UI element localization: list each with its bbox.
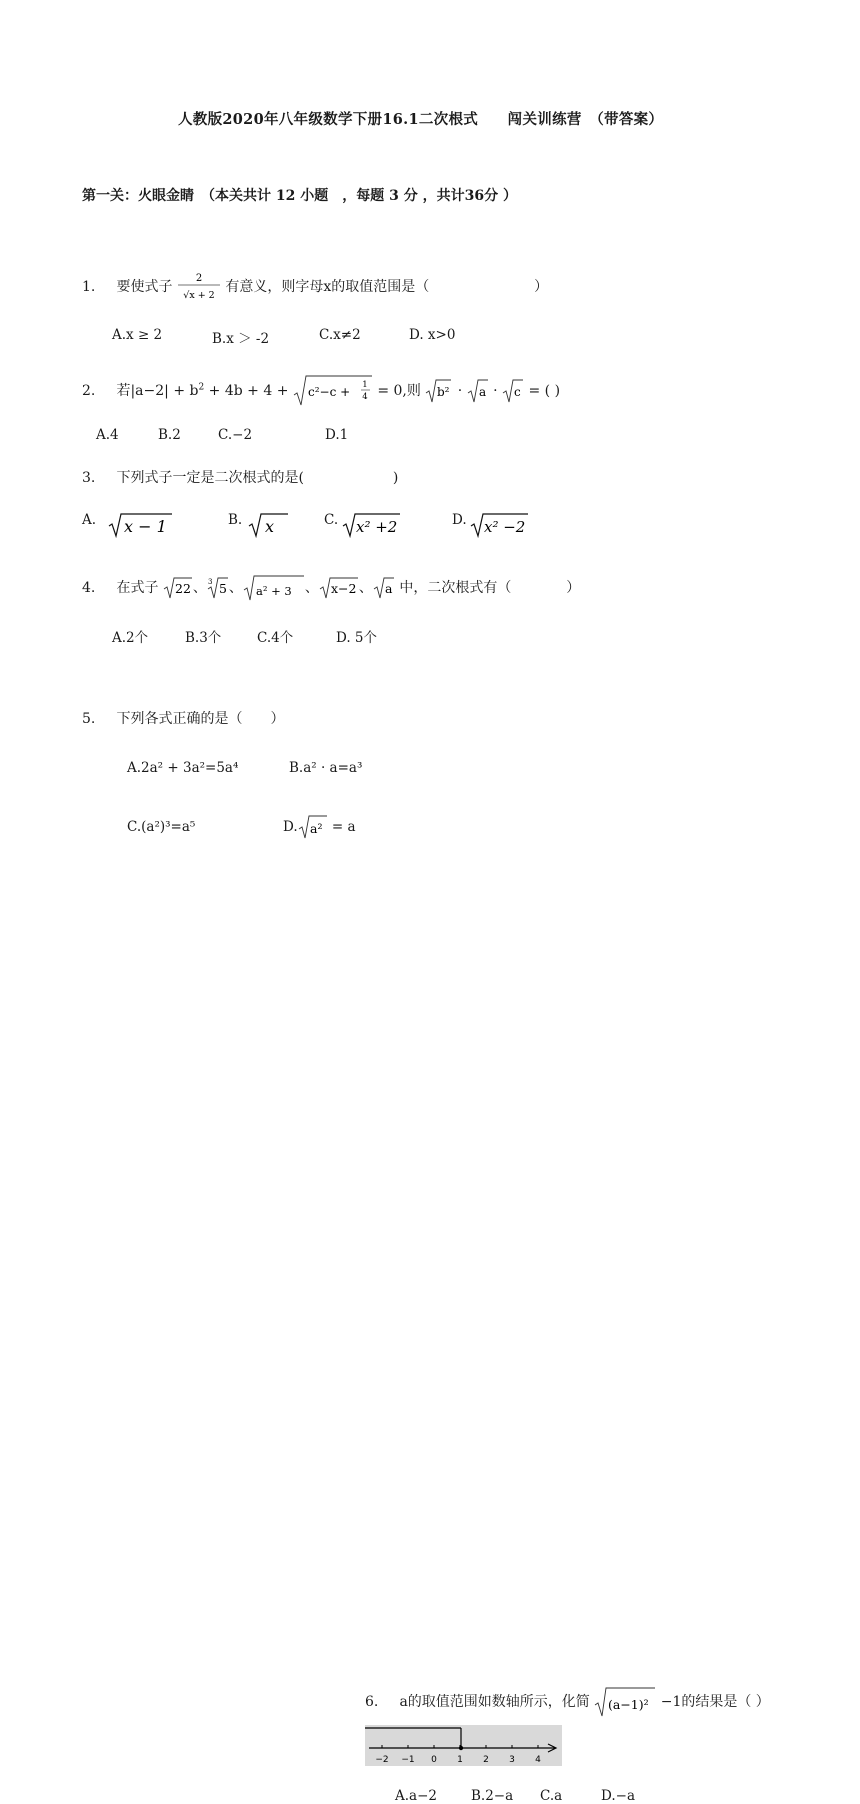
radicand: x² +2 [356, 518, 398, 536]
question-2 [82, 374, 560, 408]
radicand: a² + 3 [255, 584, 292, 598]
option-d[interactable]: D.−a [601, 1788, 635, 1804]
option-a-expression[interactable] [108, 512, 174, 542]
radical-b2 [425, 378, 453, 404]
question-number: 1. [82, 279, 96, 295]
radicand: a² [309, 821, 323, 836]
option-d[interactable] [283, 814, 770, 1804]
fraction-numerator: 1 [362, 380, 368, 390]
radicand: x [265, 517, 275, 536]
option-b[interactable]: B.a² · a=a³ [289, 760, 363, 776]
option-a[interactable]: A.2个 [112, 630, 149, 646]
option-a[interactable]: A.4 [96, 427, 119, 443]
option-b[interactable]: B.3个 [185, 630, 222, 646]
option-b[interactable]: B.x ＞ -2 [212, 331, 270, 347]
option-c[interactable]: C.a [540, 1788, 563, 1804]
option-a[interactable]: A.x ≥ 2 [112, 327, 163, 343]
separator: 、 [304, 580, 319, 596]
option-d-label[interactable]: D. [452, 512, 467, 528]
fraction-numerator: 2 [195, 273, 203, 284]
number-line-tick-label: 3 [509, 1755, 515, 1765]
radicand: c [514, 385, 521, 399]
radical-22 [163, 576, 193, 600]
option-d-expression[interactable] [470, 512, 530, 542]
radicand: x − 1 [124, 517, 167, 536]
option-a[interactable]: A.a−2 [395, 1788, 437, 1804]
radical-a-minus-1-squared [594, 1686, 656, 1718]
radicand: c²−c + [307, 385, 351, 399]
number-line-tick-label: 1 [457, 1755, 463, 1765]
number-line-tick-label: 4 [535, 1755, 541, 1765]
question-number: 3. [82, 470, 96, 486]
number-line-tick-label: 0 [431, 1755, 437, 1765]
option-c-expression[interactable] [342, 512, 402, 542]
question-text: 在式子 [116, 580, 159, 596]
option-c[interactable]: C.4个 [257, 630, 294, 646]
radicand: a [384, 581, 393, 596]
radical-a [373, 576, 395, 600]
radical-c [502, 378, 524, 404]
question-text: ） [566, 580, 581, 596]
number-line-svg [365, 1725, 562, 1766]
radicand: a [478, 385, 486, 399]
question-text: 要使式子 [116, 279, 173, 295]
question-text: = ( ) [528, 383, 561, 399]
question-text: 中，二次根式有（ [399, 580, 512, 596]
question-text: ) [392, 470, 399, 486]
option-c[interactable]: C.x≠2 [319, 327, 361, 343]
question-6 [365, 1686, 770, 1718]
radical-x-minus-2 [319, 576, 359, 600]
number-line-tick-label: −1 [401, 1755, 415, 1765]
radical-a2-plus-3 [243, 574, 305, 602]
page-title: 人教版2020年八年级数学下册16.1二次根式 闯关训练营 （带答案） [178, 111, 664, 128]
radicand: (a−1)² [608, 1697, 649, 1712]
question-number: 2. [82, 383, 96, 399]
option-b-expression[interactable] [248, 512, 290, 542]
question-4 [82, 574, 580, 602]
option-d[interactable]: D.1 [325, 427, 349, 443]
section-heading: 第一关：火眼金睛 （本关共计 12 小题 ，每题 3 分 ，共计36分 ） [82, 188, 517, 204]
option-b-label[interactable]: B. [228, 512, 243, 528]
option-a[interactable]: A.2a² + 3a²=5a⁴ [127, 760, 239, 776]
radical-expression [293, 374, 373, 408]
question-number: 4. [82, 580, 96, 596]
root-index: 3 [207, 578, 213, 586]
option-b[interactable]: B.2 [158, 427, 181, 443]
separator: 、 [358, 580, 373, 596]
question-text: = 0,则 [377, 383, 421, 399]
fraction-denominator: 4 [362, 392, 368, 402]
number-line-tick-label: −2 [375, 1755, 389, 1765]
number-line-tick-label: 2 [483, 1755, 489, 1765]
radicand: 22 [174, 581, 191, 596]
separator: 、 [192, 580, 207, 596]
option-d-tail: = a [327, 819, 356, 835]
question-text: 下列式子一定是二次根式的是( [116, 470, 304, 486]
option-d[interactable]: D. x>0 [409, 327, 456, 343]
option-c-label[interactable]: C. [324, 512, 339, 528]
radicand: x² −2 [484, 518, 526, 536]
dot-operator: · [493, 383, 498, 399]
question-number: 6. [365, 1694, 379, 1710]
option-b[interactable]: B.2−a [471, 1788, 514, 1804]
question-5 [82, 708, 284, 728]
fraction-denominator: √x + 2 [183, 290, 215, 301]
radicand: x−2 [330, 581, 357, 596]
question-number: 5. [82, 711, 96, 727]
dot-operator: · [457, 383, 463, 399]
option-c[interactable]: C.−2 [218, 427, 253, 443]
question-1 [82, 272, 548, 302]
radical-a [467, 378, 489, 404]
radicand: b² [437, 385, 450, 399]
option-d[interactable]: D. 5个 [336, 630, 378, 646]
question-text: 若|a−2| + b [116, 383, 199, 399]
question-text: + 4b + 4 + [208, 383, 293, 399]
option-a-label[interactable]: A. [82, 512, 97, 528]
question-text: 有意义，则字母x的取值范围是（ [225, 279, 430, 295]
option-d-label: D. [283, 819, 298, 835]
option-c[interactable]: C.(a²)³=a⁵ [127, 819, 196, 835]
separator: 、 [228, 580, 243, 596]
cube-root-5 [207, 576, 229, 600]
question-text: −1的结果是（ ） [660, 1694, 770, 1710]
question-text: 下列各式正确的是（ ） [116, 711, 285, 727]
number-line-figure [365, 1725, 562, 1766]
radicand: 5 [218, 581, 227, 596]
question-text: ） [534, 279, 549, 295]
question-text: a的取值范围如数轴所示，化简 [399, 1694, 590, 1710]
exponent: 2 [198, 382, 205, 393]
radical-a2 [298, 814, 328, 840]
question-3 [82, 467, 398, 487]
fraction-expression [177, 272, 221, 302]
